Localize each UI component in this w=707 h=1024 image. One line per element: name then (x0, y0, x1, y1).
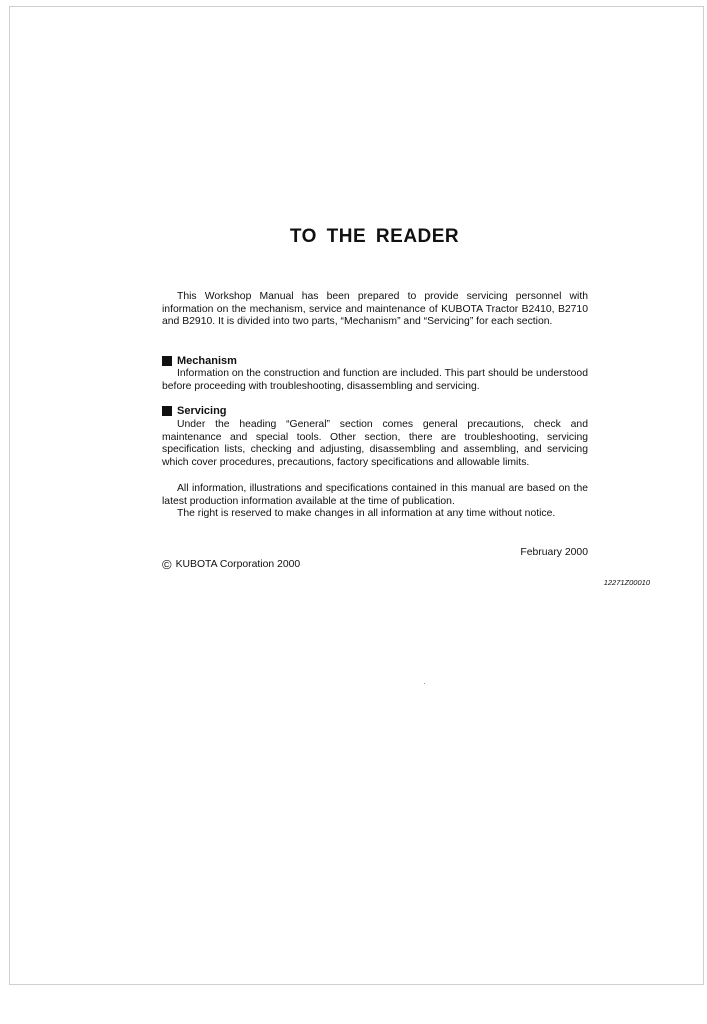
mechanism-heading (162, 355, 237, 367)
copyright-text: KUBOTA Corporation 2000 (175, 559, 301, 570)
servicing-paragraph: Under the heading “General” section comes general precautions, check and maintenance and special tools. Other section, there are troubleshooting, servicing specification lists, checking and adjusting, disassembling and assembling, and servicing which cover procedures, precautions, factory specifications and allowable limits. (162, 419, 588, 468)
closing-paragraph-2: The right is reserved to make changes in all information at any time without notice. (177, 508, 556, 519)
mechanism-paragraph: Information on the construction and function are included. This part should be understood before proceeding with troubleshooting, disassembling and servicing. (162, 368, 588, 392)
copyright-line (162, 556, 301, 572)
closing-paragraph-1: All information, illustrations and specifications contained in this manual are based on the latest production information available at the time of publication. (162, 483, 588, 507)
page-title: TO THE READER (289, 226, 460, 247)
publication-date: February 2000 (520, 547, 588, 558)
copyright-icon: © (162, 556, 172, 572)
intro-paragraph: This Workshop Manual has been prepared to provide servicing personnel with information on the mechanism, service and maintenance of KUBOTA Tractor B2410, B2710 and B2910. It is divided into two parts, “Mechanism” and “Servicing” for each section. (162, 291, 588, 327)
servicing-heading (162, 405, 227, 417)
black-square-icon (162, 356, 172, 366)
black-square-icon (162, 406, 172, 416)
scan-speck (424, 683, 425, 684)
document-code: 12271Z00010 (603, 578, 650, 587)
servicing-heading-label: Servicing (177, 405, 227, 417)
mechanism-heading-label: Mechanism (177, 355, 237, 367)
